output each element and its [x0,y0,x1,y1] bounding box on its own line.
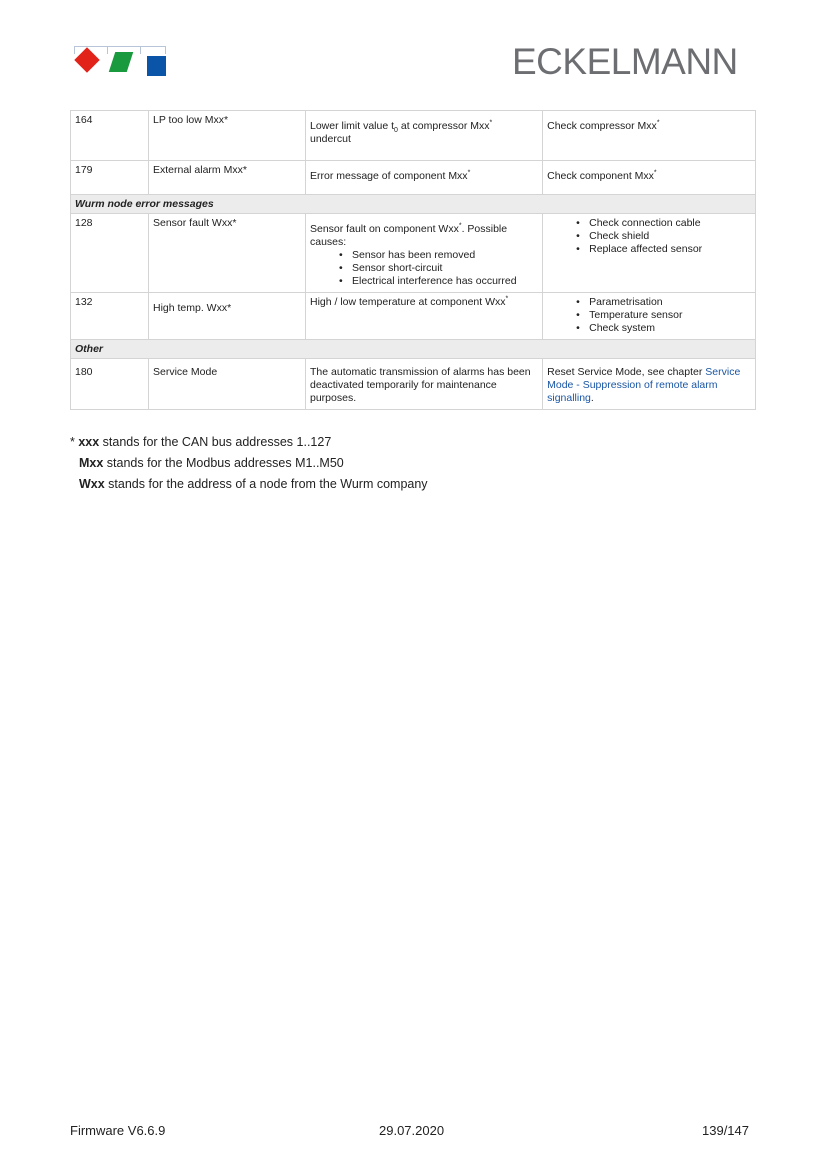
remedies-list [547,217,751,256]
table-row [71,161,756,195]
eckelmann-logo [74,46,166,78]
list-item: • Check shield [547,230,751,243]
alarm-cause: Lower limit value $t_0$ at compressor Mxx* undercut [306,111,543,161]
alarm-cause: Sensor fault on component Wxx*. Possible causes: • Sensor has been removed • Sensor short-circuit • Electrical interference has occurred [306,214,543,293]
remedies-list [547,296,751,335]
alarm-remedy [543,214,756,293]
alarm-code: 132 [71,293,149,340]
footer-firmware: Firmware V6.6.9 [70,1123,166,1138]
list-item: • Parametrisation [547,296,751,309]
alarm-remedy: Check component Mxx* [543,161,756,195]
list-item: • Check connection cable [547,217,751,230]
alarm-cause: High / low temperature at component Wxx* [306,293,543,340]
list-item: • Electrical interference has occurred [310,275,538,288]
logo-blue-square [147,56,166,76]
logo-tick [165,46,166,54]
logo-tick [74,46,75,54]
alarm-table [70,110,756,410]
list-item: • Temperature sensor [547,309,751,322]
footnote-line: * xxx stands for the CAN bus addresses 1..127 [70,435,332,449]
alarm-text: Service Mode [148,359,305,410]
table-row [71,359,756,410]
list-item: • Check system [547,322,751,335]
list-item: • Sensor has been removed [310,249,538,262]
brand-name: ECKELMANN [512,41,738,82]
alarm-code: 179 [71,161,149,195]
logo-tick [140,46,141,54]
alarm-remedy: Check compressor Mxx* [543,111,756,161]
section-header [71,340,756,359]
list-item: • Sensor short-circuit [310,262,538,275]
alarm-code: 180 [71,359,149,410]
alarm-remedy: Reset Service Mode, see chapter Service Mode - Suppression of remote alarm signalling. [543,359,756,410]
footer-date: 29.07.2020 [379,1123,445,1138]
alarm-text: External alarm Mxx* [148,161,305,195]
causes-list [310,249,538,288]
table-row [71,214,756,293]
alarm-text: Sensor fault Wxx* [148,214,305,293]
section-header [71,195,756,214]
alarm-text: LP too low Mxx* [148,111,305,161]
footnotes [70,432,428,495]
footer-page-number: 139/147 [702,1123,749,1138]
footnote-line: Mxx stands for the Modbus addresses M1..M50 [79,456,344,470]
list-item: • Replace affected sensor [547,243,751,256]
alarm-cause: Error message of component Mxx* [306,161,543,195]
alarm-text: High temp. Wxx* [148,293,305,340]
chapter-link[interactable]: Service Mode - Suppression of remote alarm signalling [547,366,741,404]
alarm-remedy [543,293,756,340]
alarm-code: 128 [71,214,149,293]
section-title: Other [71,340,756,359]
footnote-line: Wxx stands for the address of a node from the Wurm company [79,477,428,491]
table-row [71,111,756,161]
section-title: Wurm node error messages [71,195,756,214]
alarm-code: 164 [71,111,149,161]
alarm-cause: The automatic transmission of alarms has been deactivated temporarily for maintenance purposes. [306,359,543,410]
logo-tick [107,46,108,54]
table-row [71,293,756,340]
